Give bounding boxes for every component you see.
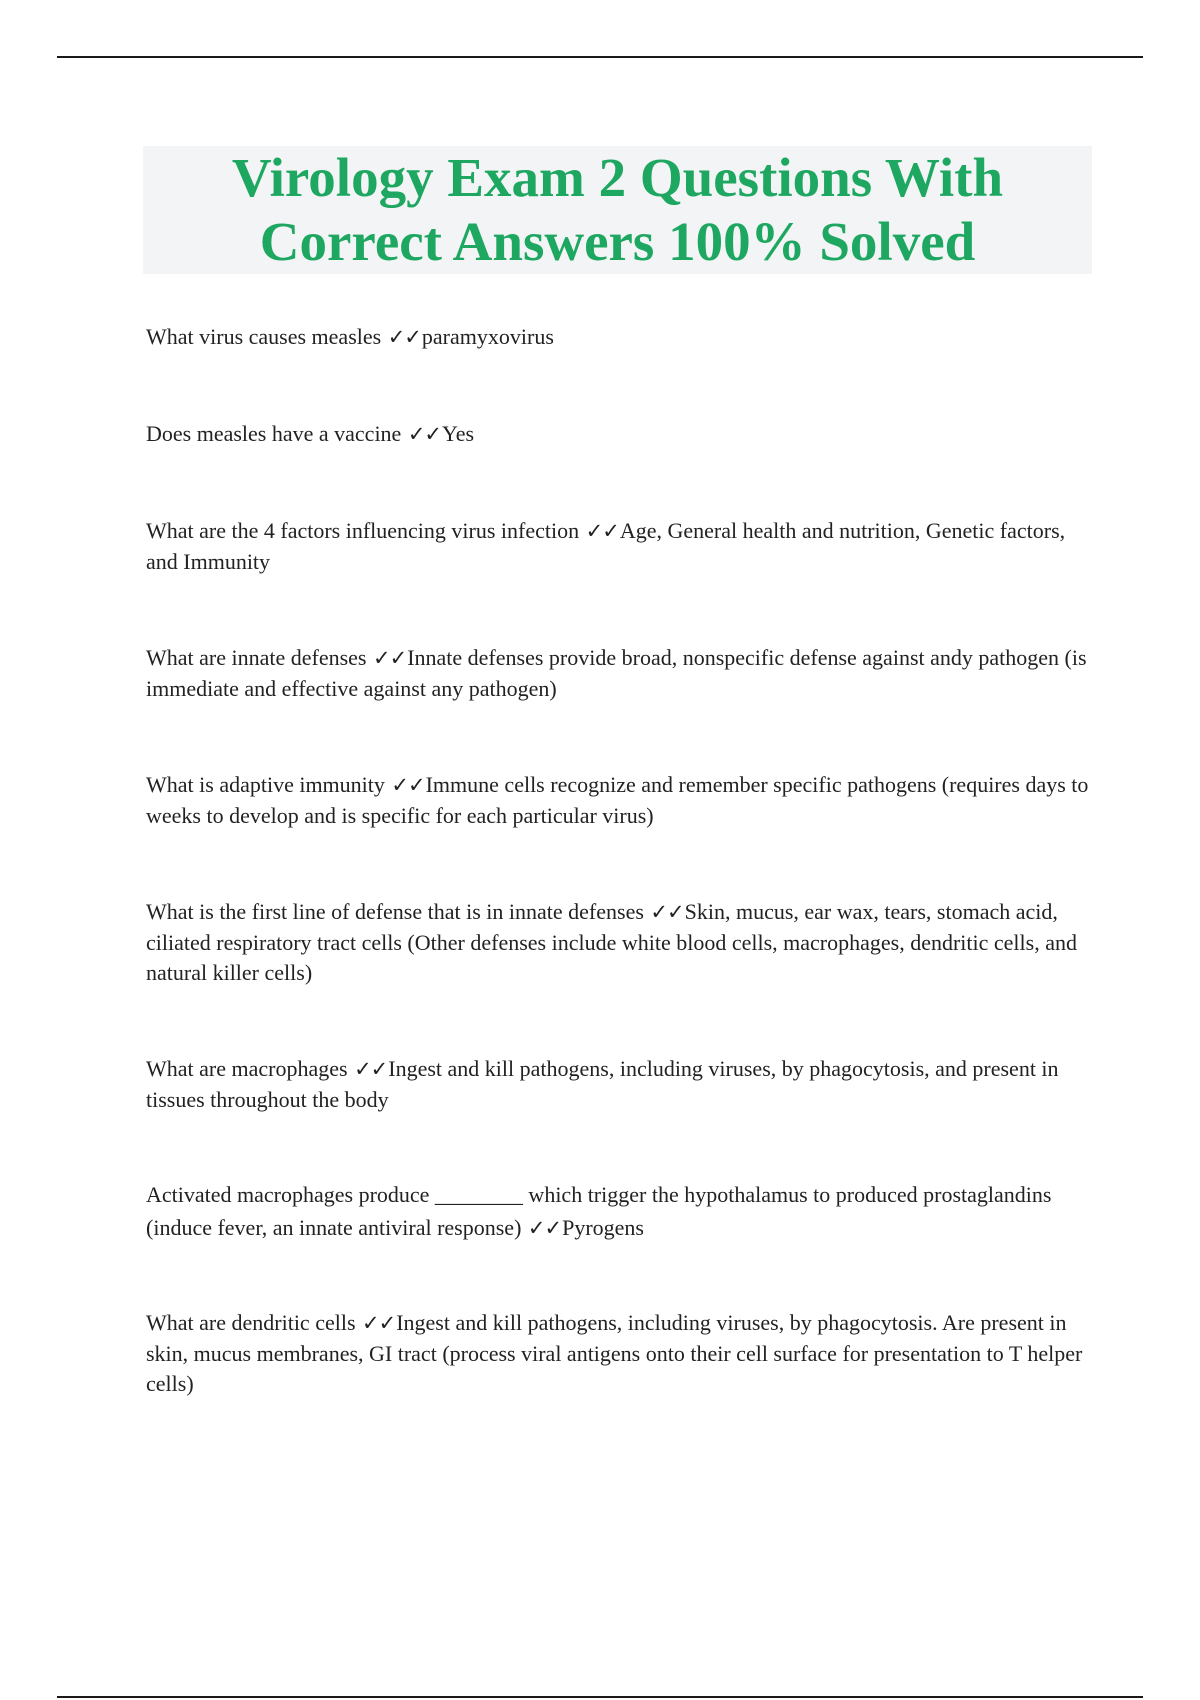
- qa-item: [146, 1054, 1091, 1115]
- double-check-icon: ✓✓: [391, 773, 425, 797]
- double-check-icon: ✓✓: [585, 519, 619, 543]
- question-text: What are dendritic cells: [146, 1310, 362, 1335]
- double-check-icon: ✓✓: [354, 1057, 388, 1081]
- question-text: What are macrophages: [146, 1056, 354, 1081]
- qa-item: [146, 419, 1091, 450]
- question-text: What are innate defenses: [146, 645, 372, 670]
- qa-item: [146, 770, 1091, 831]
- answer-text: Skin, mucus, ear wax, tears, stomach acid, ciliated respiratory tract cells (Other defenses include white blood cells, macrophages, dendritic cells, and natural killer cells): [146, 899, 1077, 985]
- answer-text: Pyrogens: [562, 1215, 644, 1240]
- document-title: [232, 146, 1003, 274]
- answer-text: Immune cells recognize and remember specific pathogens (requires days to weeks to develop and is specific for each particular virus): [146, 772, 1089, 828]
- qa-item: [146, 897, 1091, 989]
- double-check-icon: ✓✓: [650, 900, 684, 924]
- answer-text: Age, General health and nutrition, Genetic factors, and Immunity: [146, 518, 1066, 574]
- question-text: Does measles have a vaccine: [146, 421, 407, 446]
- answer-text: Yes: [442, 421, 475, 446]
- question-text: What is the first line of defense that is in innate defenses: [146, 899, 650, 924]
- answer-text: Innate defenses provide broad, nonspecific defense against andy pathogen (is immediate and effective against any pathogen): [146, 645, 1087, 701]
- double-check-icon: ✓✓: [407, 422, 442, 446]
- title-banner: [143, 146, 1092, 274]
- double-check-icon: ✓✓: [362, 1311, 396, 1335]
- qa-item: [146, 516, 1091, 577]
- answer-text: paramyxovirus: [421, 324, 554, 349]
- double-check-icon: ✓✓: [387, 325, 421, 349]
- double-check-icon: ✓✓: [527, 1216, 562, 1240]
- qa-item: [146, 643, 1091, 704]
- bottom-rule: [57, 1696, 1143, 1698]
- question-text: What is adaptive immunity: [146, 772, 391, 797]
- qa-item: [146, 322, 1091, 353]
- top-rule: [57, 56, 1143, 58]
- answer-text: Ingest and kill pathogens, including viruses, by phagocytosis. Are present in skin, mucus membranes, GI tract (process viral antigens onto their cell surface for presentation to T helper cells): [146, 1310, 1083, 1396]
- question-text: What virus causes measles: [146, 324, 387, 349]
- title-line-1: Virology Exam 2 Questions With: [231, 147, 1004, 208]
- qa-item: [146, 1308, 1091, 1400]
- question-text: What are the 4 factors influencing virus infection: [146, 518, 585, 543]
- qa-item: [146, 1178, 1091, 1245]
- double-check-icon: ✓✓: [373, 646, 407, 670]
- title-line-2: Correct Answers 100% Solved: [259, 211, 976, 272]
- question-text: Activated macrophages produce ________ which trigger the hypothalamus to produced prostaglandins (induce fever, an innate antiviral response): [146, 1182, 1052, 1240]
- answer-text: Ingest and kill pathogens, including viruses, by phagocytosis, and present in tissues throughout the body: [146, 1056, 1059, 1112]
